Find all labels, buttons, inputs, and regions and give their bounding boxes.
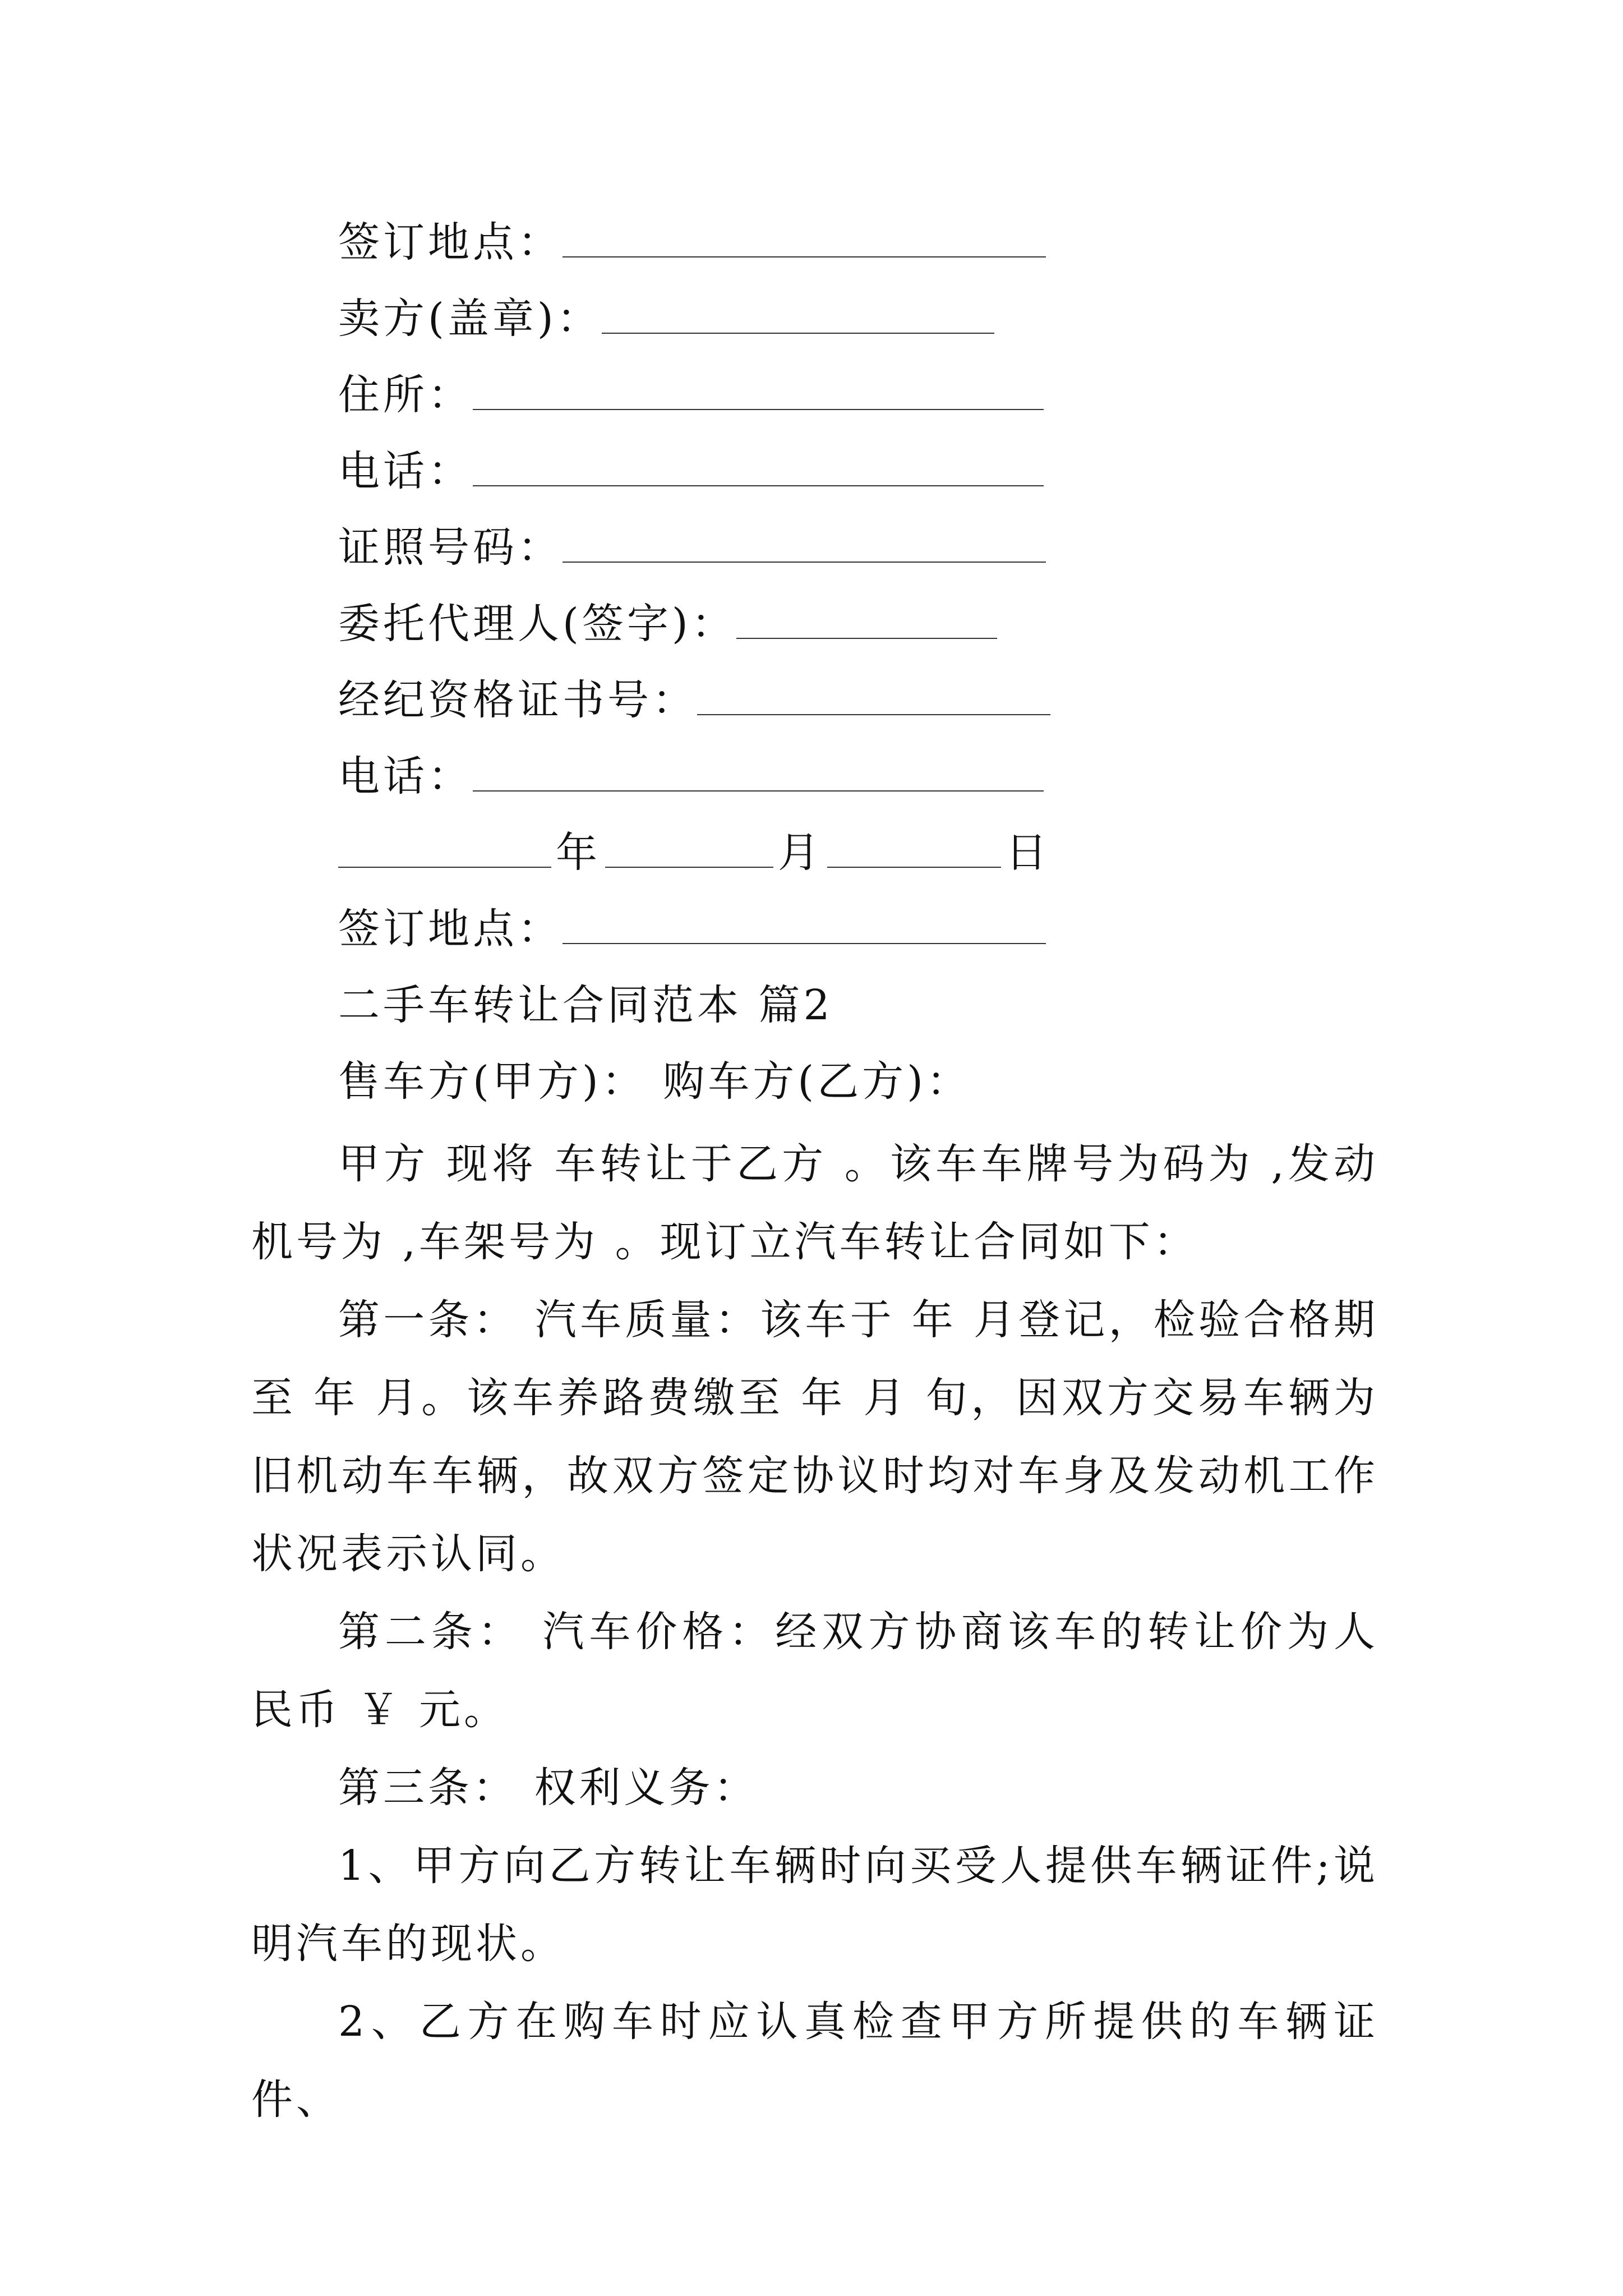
field-seller [338, 295, 994, 343]
field-label: 委托代理人(签字)： [338, 600, 736, 648]
parties-line: 售车方(甲方)： 购车方(乙方)： [338, 1057, 972, 1106]
field-phone-2 [338, 752, 1044, 800]
paragraph-article-3: 第三条： 权利义务： [338, 1764, 759, 1812]
paragraph-article-1: 第一条： 汽车质量：该车于 年 月登记，检验合格期至 年 月。该车养路费缴至 年 月 旬，因双方交易车辆为旧机动车车辆，故双方签定协议时均对车身及发动机工作状况表示认同。 [251, 1296, 1378, 1578]
field-phone [338, 447, 1044, 495]
field-sign-place [338, 218, 1046, 266]
blank-line [473, 790, 1044, 792]
date-year-label: 年 [556, 829, 601, 877]
paragraph-intro: 甲方 现将 车转让于乙方 。该车车牌号为码为 ,发动机号为 ,车架号为 。现订立汽车转让合同如下： [251, 1140, 1378, 1266]
date-month-label: 月 [778, 829, 823, 877]
field-label: 经纪资格证书号： [338, 676, 697, 724]
blank-line [473, 409, 1044, 410]
paragraph-item-1: 1、甲方向乙方转让车辆时向买受人提供车辆证件;说明汽车的现状。 [251, 1842, 1378, 1968]
field-label: 签订地点： [338, 905, 562, 953]
blank-line [697, 714, 1050, 715]
field-label: 电话： [338, 447, 473, 495]
blank-line [338, 867, 551, 868]
field-label: 住所： [338, 371, 473, 419]
field-license-number [338, 523, 1046, 572]
field-agent [338, 600, 997, 648]
blank-line [473, 485, 1044, 486]
date-day-label: 日 [1006, 829, 1050, 877]
blank-line [562, 562, 1046, 563]
paragraph-article-2: 第二条： 汽车价格：经双方协商该车的转让价为人民币 ￥ 元。 [251, 1608, 1378, 1734]
field-broker-cert [338, 676, 1050, 724]
blank-line [602, 333, 994, 334]
field-sign-place-2 [338, 905, 1046, 953]
field-address [338, 371, 1044, 419]
blank-line [605, 867, 773, 868]
date-line [338, 829, 1050, 877]
blank-line [736, 638, 997, 639]
field-label: 卖方(盖章)： [338, 295, 602, 343]
blank-line [562, 943, 1046, 944]
blank-line [827, 867, 1001, 868]
paragraph-item-2: 2、乙方在购车时应认真检查甲方所提供的车辆证件、 [251, 1998, 1378, 2124]
field-label: 证照号码： [338, 523, 562, 572]
field-label: 电话： [338, 752, 473, 800]
field-label: 签订地点： [338, 218, 562, 266]
section-heading: 二手车转让合同范本 篇2 [338, 981, 833, 1029]
blank-line [562, 256, 1046, 257]
